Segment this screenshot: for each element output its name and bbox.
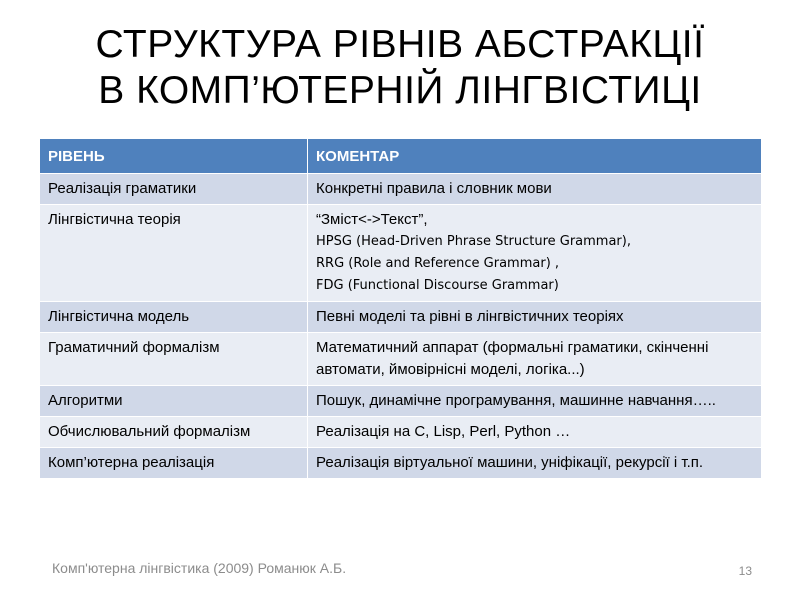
comment-line: Конкретні правила і словник мови [316, 180, 552, 197]
comment-line: Математичний аппарат (формальні граматики, скінченні автомати, ймовірнісні моделі, логіка...) [316, 339, 709, 378]
table-row [40, 417, 762, 448]
comment-line: Реалізація на С, Lisp, Perl, Python … [316, 423, 571, 440]
comment-line: Пошук, динамічне програмування, машинне навчання….. [316, 392, 716, 409]
table-row [40, 386, 762, 417]
slide-title-line-2: В КОМП’ЮТЕРНІЙ ЛІНГВІСТИЦІ [98, 69, 702, 112]
page-number: 13 [738, 564, 752, 578]
level-cell: Обчислювальний формалізм [40, 417, 308, 448]
level-cell: Граматичний формалізм [40, 333, 308, 386]
table-header-row [40, 139, 762, 174]
comment-line: Реалізація віртуальної машини, уніфікації, рекурсії і т.п. [316, 454, 704, 471]
comment-cell [308, 417, 762, 448]
header-comment: КОМЕНТАР [308, 139, 762, 174]
footer-text: Комп'ютерна лінгвістика (2009) Романюк А.Б. [52, 560, 347, 576]
comment-line: FDG (Functional Discourse Grammar) [316, 278, 559, 293]
level-cell: Алгоритми [40, 386, 308, 417]
level-cell: Комп’ютерна реалізація [40, 448, 308, 479]
comment-line: HPSG (Head-Driven Phrase Structure Grammar), [316, 234, 631, 249]
comment-cell [308, 448, 762, 479]
comment-cell [308, 333, 762, 386]
table-row [40, 174, 762, 205]
comment-cell [308, 205, 762, 302]
comment-cell [308, 386, 762, 417]
table-row [40, 205, 762, 302]
slide-title-line-1: СТРУКТУРА РІВНІВ АБСТРАКЦІЇ [95, 23, 705, 66]
comment-cell [308, 174, 762, 205]
level-cell: Лінгвістична модель [40, 302, 308, 333]
table-row [40, 448, 762, 479]
level-cell: Лінгвістична теорія [40, 205, 308, 302]
comment-line: Певні моделі та рівні в лінгвістичних теоріях [316, 308, 624, 325]
table-row [40, 333, 762, 386]
comment-line: RRG (Role and Reference Grammar) , [316, 256, 560, 271]
slide-title [0, 22, 800, 114]
comment-line: “Зміст<->Текст”, [316, 211, 428, 228]
abstraction-levels-table [39, 138, 762, 479]
header-level: РІВЕНЬ [40, 139, 308, 174]
comment-cell [308, 302, 762, 333]
level-cell: Реалізація граматики [40, 174, 308, 205]
table-row [40, 302, 762, 333]
